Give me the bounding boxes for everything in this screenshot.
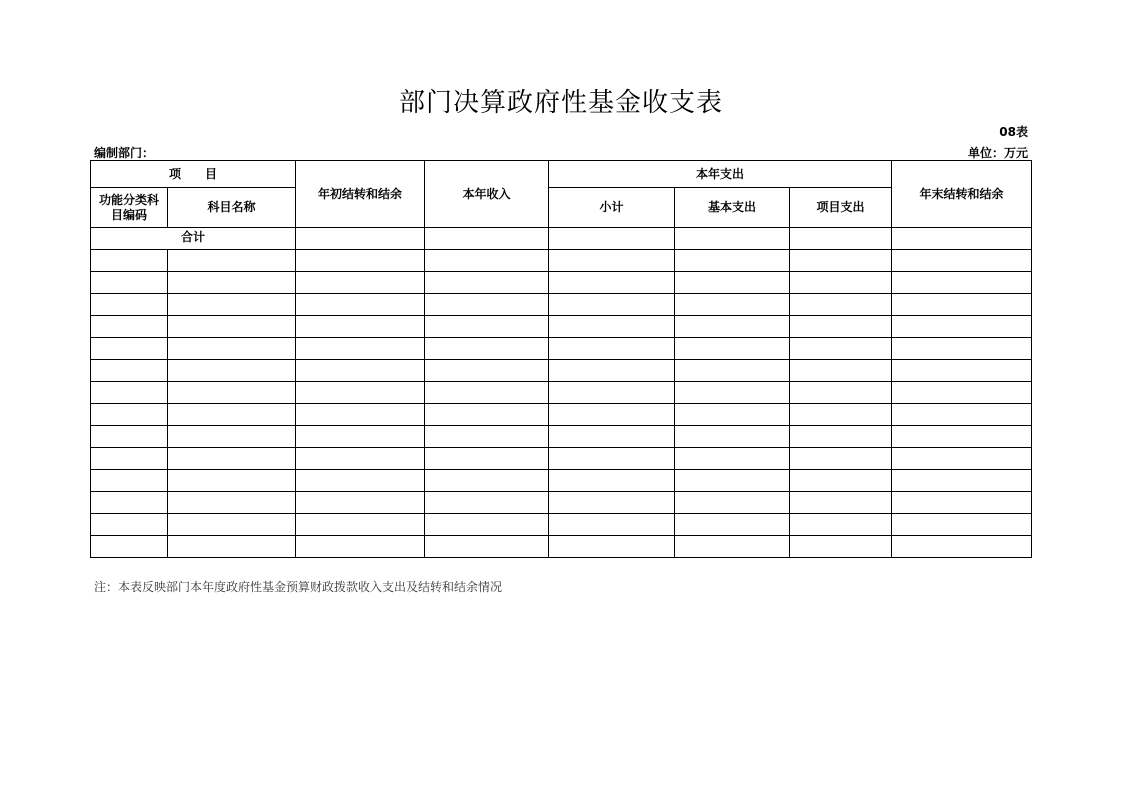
table-cell[interactable] <box>168 448 296 470</box>
table-cell[interactable] <box>425 338 549 360</box>
table-cell[interactable] <box>790 338 892 360</box>
table-cell[interactable] <box>296 360 425 382</box>
table-cell[interactable] <box>549 448 675 470</box>
form-number: 08表 <box>999 125 1028 139</box>
total-subtotal[interactable] <box>549 228 675 250</box>
table-cell[interactable] <box>549 338 675 360</box>
table-row <box>91 360 1032 382</box>
table-row <box>91 250 1032 272</box>
table-row <box>91 316 1032 338</box>
table-cell[interactable] <box>675 294 790 316</box>
table-cell[interactable] <box>168 250 296 272</box>
table-cell[interactable] <box>549 536 675 558</box>
table-cell[interactable] <box>91 448 168 470</box>
table-cell[interactable] <box>91 514 168 536</box>
table-row <box>91 404 1032 426</box>
table-cell[interactable] <box>168 426 296 448</box>
table-cell[interactable] <box>549 316 675 338</box>
header-subject-name: 科目名称 <box>168 188 296 228</box>
table-cell[interactable] <box>296 448 425 470</box>
table-cell[interactable] <box>790 448 892 470</box>
total-income[interactable] <box>425 228 549 250</box>
table-cell[interactable] <box>790 404 892 426</box>
table-cell[interactable] <box>168 294 296 316</box>
unit-label: 单位：万元 <box>967 146 1028 160</box>
table-cell[interactable] <box>675 514 790 536</box>
total-project-expense[interactable] <box>790 228 892 250</box>
table-cell[interactable] <box>892 250 1032 272</box>
table-cell[interactable] <box>675 536 790 558</box>
table-cell[interactable] <box>892 404 1032 426</box>
table-cell[interactable] <box>892 514 1032 536</box>
table-cell[interactable] <box>549 426 675 448</box>
table-cell[interactable] <box>91 294 168 316</box>
table-cell[interactable] <box>296 492 425 514</box>
table-cell[interactable] <box>91 338 168 360</box>
table-cell[interactable] <box>168 404 296 426</box>
page-title: 部门决算政府性基金收支表 <box>398 88 723 118</box>
table-cell[interactable] <box>892 272 1032 294</box>
table-cell[interactable] <box>790 294 892 316</box>
table-row <box>91 470 1032 492</box>
table-cell[interactable] <box>675 316 790 338</box>
table-cell[interactable] <box>790 426 892 448</box>
table-cell[interactable] <box>91 470 168 492</box>
table-cell[interactable] <box>168 272 296 294</box>
header-item: 项 目 <box>91 161 296 188</box>
department-label: 编制部门： <box>94 146 155 160</box>
table-cell[interactable] <box>296 470 425 492</box>
table-cell[interactable] <box>425 514 549 536</box>
table-cell[interactable] <box>296 382 425 404</box>
table-cell[interactable] <box>168 470 296 492</box>
table-cell[interactable] <box>168 536 296 558</box>
table-cell[interactable] <box>892 338 1032 360</box>
table-row <box>91 514 1032 536</box>
table-cell[interactable] <box>425 316 549 338</box>
table-cell[interactable] <box>91 492 168 514</box>
table-cell[interactable] <box>425 272 549 294</box>
table-cell[interactable] <box>892 448 1032 470</box>
table-cell[interactable] <box>296 294 425 316</box>
table-cell[interactable] <box>892 536 1032 558</box>
table-cell[interactable] <box>892 360 1032 382</box>
table-cell[interactable] <box>549 382 675 404</box>
table-cell[interactable] <box>168 338 296 360</box>
table-cell[interactable] <box>425 536 549 558</box>
header-expense: 本年支出 <box>549 161 892 188</box>
header-income: 本年收入 <box>425 161 549 228</box>
table-cell[interactable] <box>91 426 168 448</box>
table-cell[interactable] <box>549 272 675 294</box>
table-cell[interactable] <box>790 514 892 536</box>
table-cell[interactable] <box>296 514 425 536</box>
table-cell[interactable] <box>675 272 790 294</box>
table-row <box>91 492 1032 514</box>
header-end-balance: 年末结转和结余 <box>892 161 1032 228</box>
header-project-expense: 项目支出 <box>790 188 892 228</box>
total-row <box>91 228 1032 250</box>
table-cell[interactable] <box>91 250 168 272</box>
table-cell[interactable] <box>675 492 790 514</box>
table-cell[interactable] <box>91 272 168 294</box>
table-cell[interactable] <box>296 250 425 272</box>
table-cell[interactable] <box>425 492 549 514</box>
table-cell[interactable] <box>892 382 1032 404</box>
table-cell[interactable] <box>296 404 425 426</box>
table-cell[interactable] <box>790 470 892 492</box>
table-cell[interactable] <box>91 382 168 404</box>
table-cell[interactable] <box>549 514 675 536</box>
table-cell[interactable] <box>675 426 790 448</box>
table-row <box>91 338 1032 360</box>
table-cell[interactable] <box>425 426 549 448</box>
table-cell[interactable] <box>168 514 296 536</box>
header-basic-expense: 基本支出 <box>675 188 790 228</box>
table-row <box>91 426 1032 448</box>
total-basic-expense[interactable] <box>675 228 790 250</box>
table-cell[interactable] <box>892 426 1032 448</box>
table-cell[interactable] <box>790 316 892 338</box>
table-cell[interactable] <box>675 338 790 360</box>
table-cell[interactable] <box>425 250 549 272</box>
table-row <box>91 294 1032 316</box>
table-cell[interactable] <box>549 470 675 492</box>
table-row <box>91 382 1032 404</box>
table-cell[interactable] <box>675 382 790 404</box>
table-cell[interactable] <box>790 272 892 294</box>
footnote: 注：本表反映部门本年度政府性基金预算财政拨款收入支出及结转和结余情况 <box>94 580 503 594</box>
table-cell[interactable] <box>790 382 892 404</box>
table-cell[interactable] <box>425 470 549 492</box>
table-row <box>91 536 1032 558</box>
table-cell[interactable] <box>892 316 1032 338</box>
header-func-code: 功能分类科目编码 <box>91 188 168 228</box>
table-cell[interactable] <box>168 382 296 404</box>
fund-table <box>90 160 1032 558</box>
table-cell[interactable] <box>91 536 168 558</box>
total-end-balance[interactable] <box>892 228 1032 250</box>
table-cell[interactable] <box>549 294 675 316</box>
table-cell[interactable] <box>549 250 675 272</box>
table-cell[interactable] <box>296 338 425 360</box>
table-cell[interactable] <box>790 360 892 382</box>
table-cell[interactable] <box>296 426 425 448</box>
table-cell[interactable] <box>790 492 892 514</box>
table-cell[interactable] <box>892 294 1032 316</box>
table-cell[interactable] <box>425 448 549 470</box>
total-begin-balance[interactable] <box>296 228 425 250</box>
table-cell[interactable] <box>296 316 425 338</box>
table-cell[interactable] <box>892 492 1032 514</box>
table-cell[interactable] <box>91 404 168 426</box>
table-cell[interactable] <box>790 250 892 272</box>
header-subtotal: 小计 <box>549 188 675 228</box>
table-cell[interactable] <box>549 360 675 382</box>
table-cell[interactable] <box>675 470 790 492</box>
table-cell[interactable] <box>549 404 675 426</box>
table-cell[interactable] <box>91 316 168 338</box>
table-row <box>91 272 1032 294</box>
header-begin-balance: 年初结转和结余 <box>296 161 425 228</box>
table-cell[interactable] <box>675 404 790 426</box>
table-cell[interactable] <box>296 272 425 294</box>
table-cell[interactable] <box>892 470 1032 492</box>
table-cell[interactable] <box>168 492 296 514</box>
table-cell[interactable] <box>425 360 549 382</box>
table-cell[interactable] <box>675 448 790 470</box>
table-cell[interactable] <box>425 294 549 316</box>
header-row-1 <box>91 161 1032 188</box>
table-row <box>91 448 1032 470</box>
header-row-2 <box>91 188 1032 228</box>
table-cell[interactable] <box>425 404 549 426</box>
table-cell[interactable] <box>790 536 892 558</box>
table-cell[interactable] <box>675 360 790 382</box>
table-cell[interactable] <box>549 492 675 514</box>
table-cell[interactable] <box>675 250 790 272</box>
table-cell[interactable] <box>91 360 168 382</box>
table-cell[interactable] <box>168 316 296 338</box>
table-cell[interactable] <box>425 382 549 404</box>
table-cell[interactable] <box>296 536 425 558</box>
table-cell[interactable] <box>168 360 296 382</box>
total-label: 合计 <box>91 228 296 250</box>
